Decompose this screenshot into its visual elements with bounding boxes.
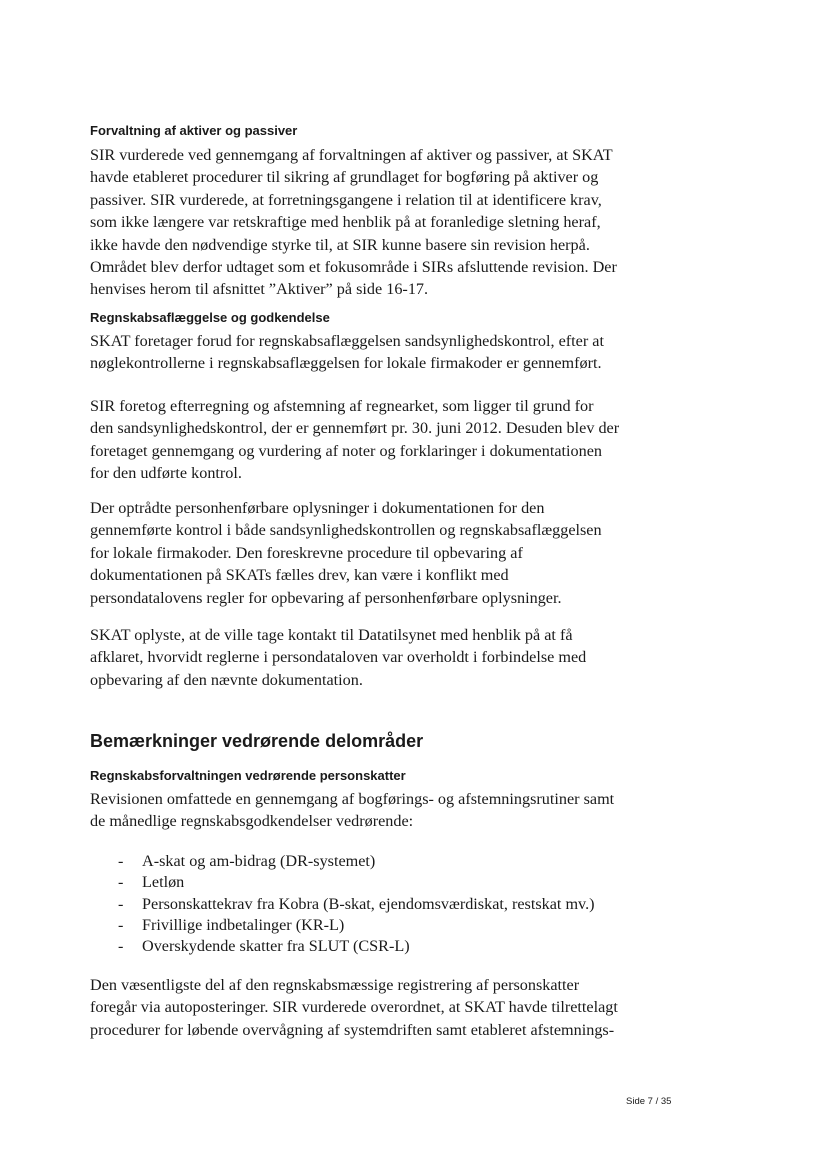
section-title-bemaerkninger: Bemærkninger vedrørende delområder xyxy=(90,731,424,751)
paragraph-autoposteringer: Den væsentligste del af den regnskabsmæssige registrering af personskatter foregår via autoposteringer. SIR vurderede overordnet, at SKAT havde tilrettelagt procedurer for løbende overvågning af systemdriften samt etableret afstemnings- xyxy=(90,976,618,1039)
bullet-list-personskatter xyxy=(90,851,620,957)
list-item: - Letløn xyxy=(90,872,620,893)
section-heading-forvaltning: Forvaltning af aktiver og passiver xyxy=(90,123,298,138)
paragraph-regnskab-2: SIR foretog efterregning og afstemning af regnearket, som ligger til grund for den sandsynlighedskontrol, der er gennemført pr. 30. juni 2012. Desuden blev der foretaget gennemgang og vurdering af noter og forklaringer i dokumentationen for den udførte kontrol. xyxy=(90,397,620,483)
paragraph-regnskab-3: Der optrådte personhenførbare oplysninger i dokumentationen for den gennemførte kontrol i både sandsynlighedskontrollen og regnskabsaflæggelsen for lokale firmakoder. Den foreskrevne procedure til opbevaring af dokumentationen på SKATs fælles drev, kan være i konflikt med persondatalovens regler for opbevaring af personhenførbare oplysninger. xyxy=(90,499,602,607)
dash-marker: - xyxy=(118,873,124,892)
page-number xyxy=(626,1096,671,1107)
paragraph-regnskab-1: SKAT foretager forud for regnskabsaflæggelsen sandsynlighedskontrol, efter at nøglekontrollerne i regnskabsaflæggelsen for lokale firmakoder er gennemført. xyxy=(90,332,604,373)
list-item: - Personskattekrav fra Kobra (B-skat, ejendomsværdiskat, restskat mv.) xyxy=(90,894,620,915)
paragraph-forvaltning: SIR vurderede ved gennemgang af forvaltningen af aktiver og passiver, at SKAT havde etableret procedurer til sikring af grundlaget for bogføring på aktiver og passiver. SIR vurderede, at forretningsgangene i relation til at identificere krav, som ikke længere var retskraftige med henblik på at foranledige sletning heraf, ikke havde den nødvendige styrke til, at SIR kunne basere sin revision herpå. Området blev derfor udtaget som et fokusområde i SIRs afsluttende revision. Der henvises herom til afsnittet ”Aktiver” på side 16-17. xyxy=(90,146,617,299)
paragraph-regnskab-4: SKAT oplyste, at de ville tage kontakt til Datatilsynet med henblik på at få afklaret, hvorvidt reglerne i persondataloven var overholdt i forbindelse med opbevaring af den nævnte dokumentation. xyxy=(90,626,587,689)
list-item: - A-skat og am-bidrag (DR-systemet) xyxy=(90,851,620,872)
paragraph-revision-intro: Revisionen omfattede en gennemgang af bogførings- og afstemningsrutiner samt de månedlige regnskabsgodkendelser vedrørende: xyxy=(90,790,615,831)
list-item: - Frivillige indbetalinger (KR-L) xyxy=(90,915,620,936)
list-item: - Overskydende skatter fra SLUT (CSR-L) xyxy=(90,936,620,957)
dash-marker: - xyxy=(118,937,124,956)
dash-marker: - xyxy=(118,894,124,913)
page-number-label: Side 7 / 35 xyxy=(626,1096,672,1107)
dash-marker: - xyxy=(118,852,124,870)
dash-marker: - xyxy=(118,915,124,934)
section-heading-regnskabsaflaeggelse: Regnskabsaflæggelse og godkendelse xyxy=(90,310,330,325)
section-heading-personskatter: Regnskabsforvaltningen vedrørende personskatter xyxy=(90,768,406,783)
